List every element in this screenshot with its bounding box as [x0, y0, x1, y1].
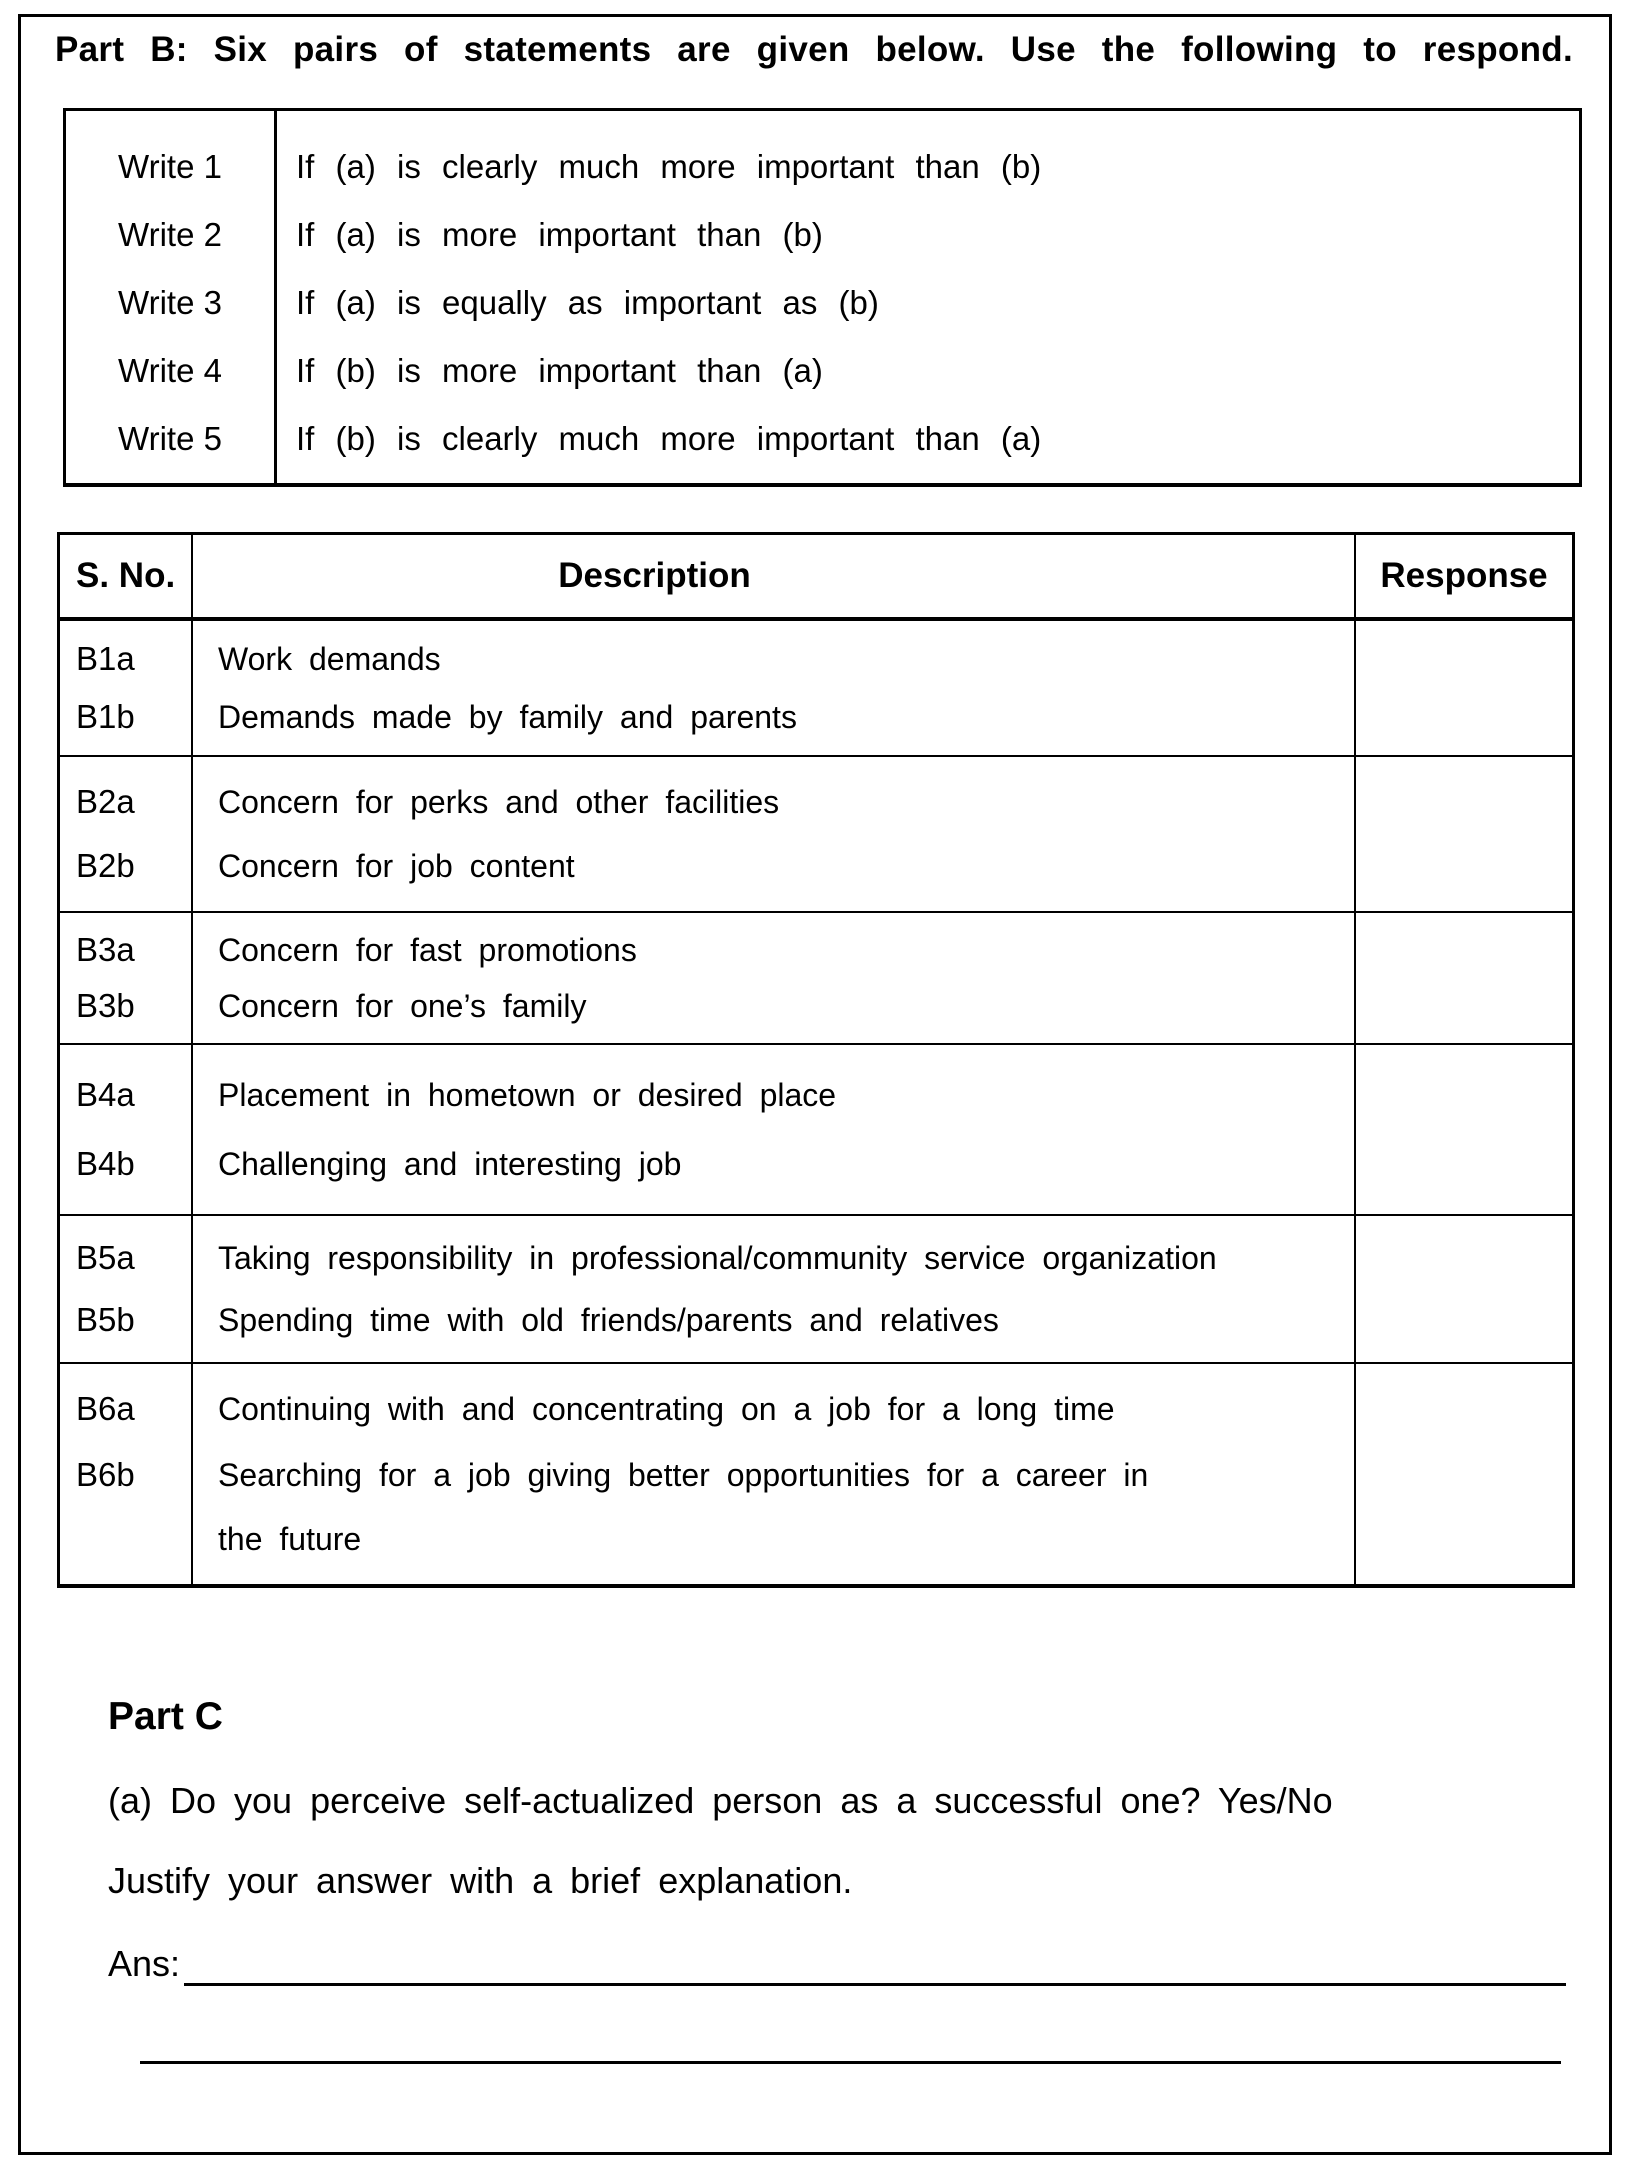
description-cell-b4 — [193, 1045, 1356, 1216]
part-b-title: Part B: Six pairs of statements are given below. Use the following to respond. — [55, 30, 1573, 69]
legend-label-2: Write 2 — [118, 216, 222, 253]
description-b5b: Spending time with old friends/parents and relatives — [218, 1302, 999, 1338]
description-b5a: Taking responsibility in professional/community service organization — [218, 1240, 1217, 1276]
answer-label: Ans: — [108, 1943, 181, 1984]
sno-cell-b6 — [60, 1364, 193, 1584]
description-cell-b1 — [193, 621, 1356, 757]
sno-label-b4b: B4b — [76, 1145, 135, 1183]
legend-label-3: Write 3 — [118, 284, 222, 321]
description-b3b: Concern for one’s family — [218, 988, 587, 1025]
sno-label-b5b: B5b — [76, 1301, 135, 1338]
sno-label-b2a: B2a — [76, 782, 135, 820]
column-header-description: Description — [193, 535, 1356, 621]
description-b1b: Demands made by family and parents — [218, 699, 797, 735]
legend-label-column — [66, 111, 274, 483]
sno-cell-b4 — [60, 1045, 193, 1216]
legend-label-5: Write 5 — [118, 420, 222, 457]
description-b2a: Concern for perks and other facilities — [218, 783, 780, 820]
sno-cell-b5 — [60, 1216, 193, 1364]
description-b1a: Work demands — [218, 641, 441, 677]
sno-label-b4a: B4a — [76, 1075, 135, 1113]
description-b6a: Continuing with and concentrating on a job for a long time — [218, 1391, 1115, 1428]
part-c-instruction: Justify your answer with a brief explanation. — [108, 1860, 853, 1901]
legend-label-4: Write 4 — [118, 352, 222, 389]
description-cell-b3 — [193, 913, 1356, 1045]
sno-label-b3a: B3a — [76, 930, 135, 968]
description-cell-b6 — [193, 1364, 1356, 1584]
sno-label-b6a: B6a — [76, 1390, 135, 1428]
description-cell-b2 — [193, 757, 1356, 913]
answer-blank-line-2[interactable] — [140, 2061, 1561, 2064]
column-header-sno: S. No. — [60, 535, 193, 621]
sno-label-b3b: B3b — [76, 987, 135, 1025]
part-b-table — [57, 532, 1575, 1588]
response-cell-b3[interactable] — [1356, 913, 1572, 1045]
part-c-heading: Part C — [108, 1695, 223, 1738]
sno-label-b5a: B5a — [76, 1239, 135, 1276]
description-b4b: Challenging and interesting job — [218, 1146, 682, 1183]
legend-description-column — [274, 111, 1579, 483]
sno-cell-b1 — [60, 621, 193, 757]
description-b6b-continued: the future — [218, 1520, 362, 1557]
description-b4a: Placement in hometown or desired place — [218, 1076, 837, 1113]
rating-legend-box — [63, 108, 1582, 487]
response-cell-b5[interactable] — [1356, 1216, 1572, 1364]
sno-label-b1b: B1b — [76, 698, 135, 735]
legend-description-1: If (a) is clearly much more important than (b) — [296, 148, 1042, 185]
legend-description-5: If (b) is clearly much more important than (a) — [296, 420, 1042, 457]
sno-label-b6b: B6b — [76, 1455, 135, 1493]
response-cell-b2[interactable] — [1356, 757, 1572, 913]
legend-description-4: If (b) is more important than (a) — [296, 352, 823, 389]
response-cell-b4[interactable] — [1356, 1045, 1572, 1216]
part-c-question: (a) Do you perceive self-actualized person as a successful one? Yes/No — [108, 1780, 1333, 1821]
sno-label-b2b: B2b — [76, 847, 135, 885]
legend-description-3: If (a) is equally as important as (b) — [296, 284, 879, 321]
answer-blank-line-1[interactable] — [184, 1944, 1566, 1986]
legend-description-2: If (a) is more important than (b) — [296, 216, 823, 253]
column-header-response: Response — [1356, 535, 1572, 621]
sno-cell-b2 — [60, 757, 193, 913]
description-b2b: Concern for job content — [218, 848, 575, 885]
answer-row — [108, 1944, 1566, 1986]
sno-cell-b3 — [60, 913, 193, 1045]
response-cell-b6[interactable] — [1356, 1364, 1572, 1584]
sno-label-b1a: B1a — [76, 640, 135, 677]
description-b6b: Searching for a job giving better opportunities for a career in — [218, 1456, 1149, 1493]
response-cell-b1[interactable] — [1356, 621, 1572, 757]
legend-label-1: Write 1 — [118, 148, 222, 185]
description-cell-b5 — [193, 1216, 1356, 1364]
description-b3a: Concern for fast promotions — [218, 931, 637, 968]
